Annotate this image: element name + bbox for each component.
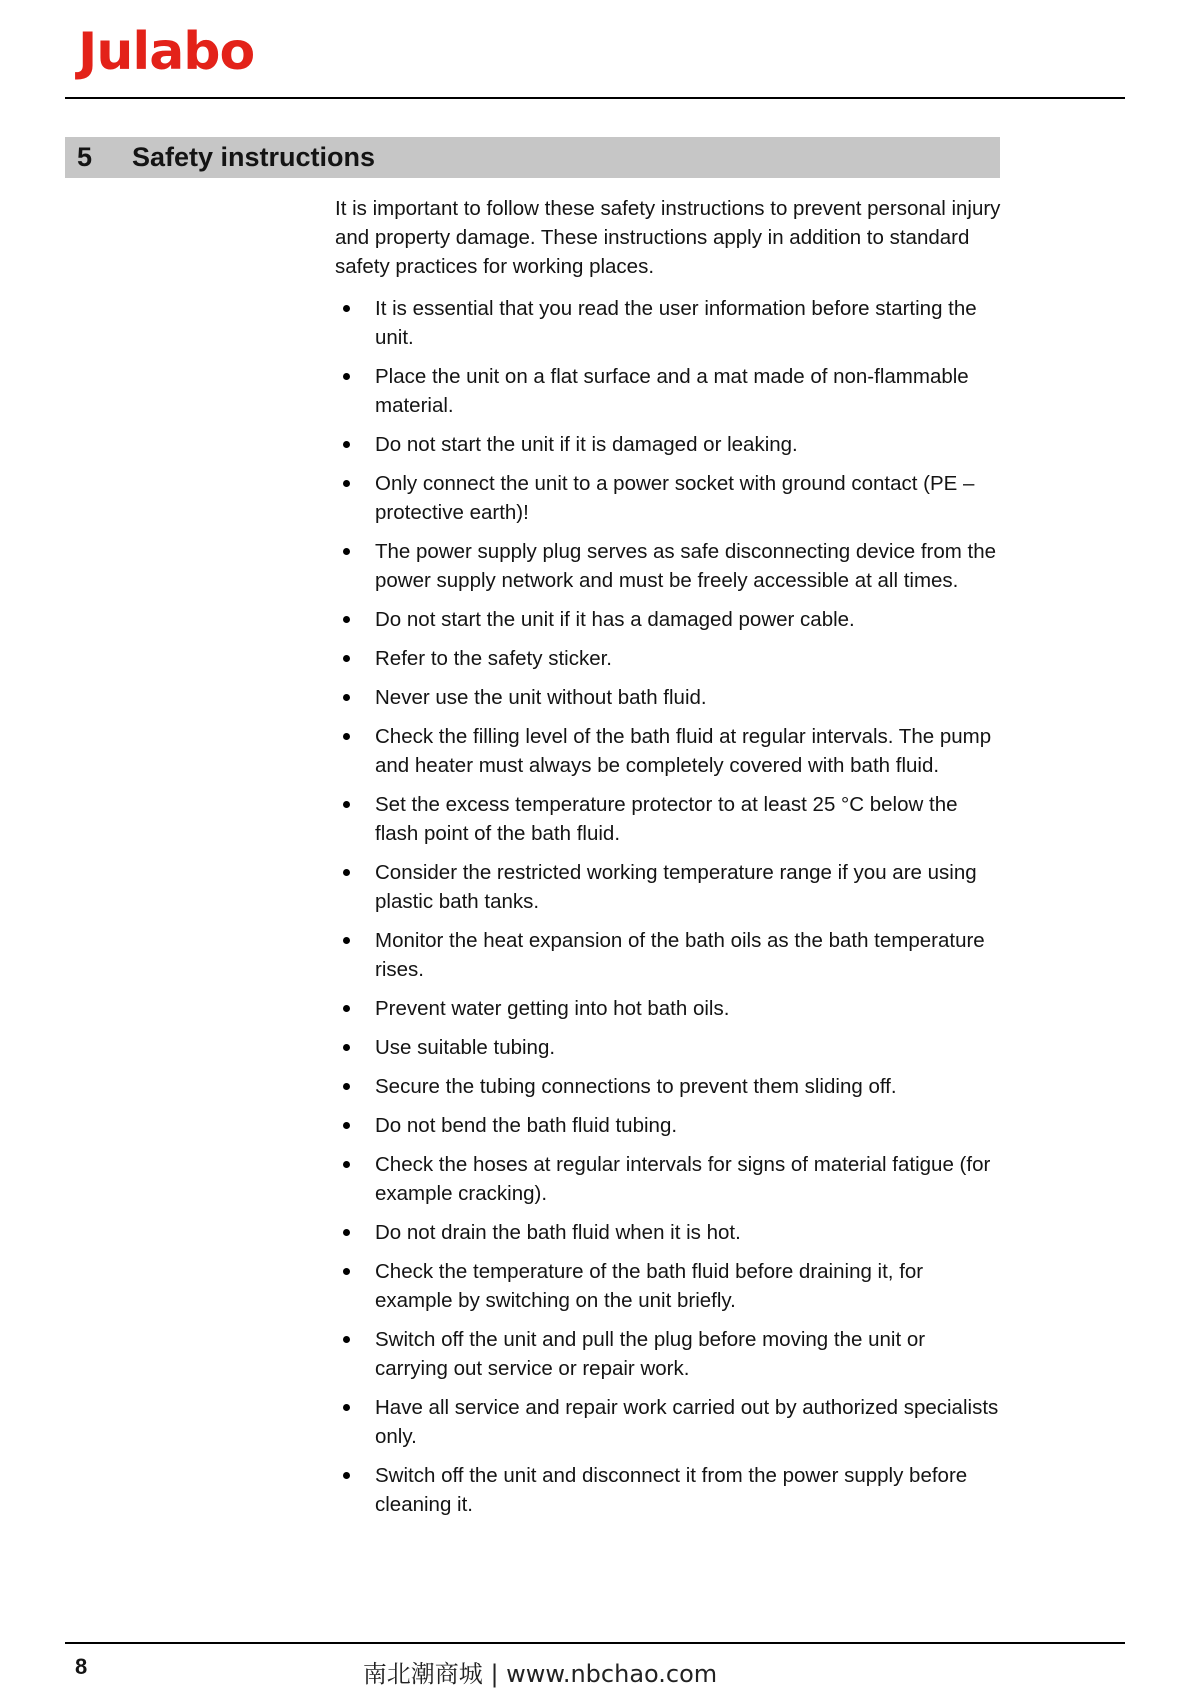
safety-bullet-item: Place the unit on a flat surface and a mat made of non-flammable material.	[335, 362, 1003, 420]
safety-bullet-item: Check the temperature of the bath fluid before draining it, for example by switching on the unit briefly.	[335, 1257, 1003, 1315]
header-divider	[65, 97, 1125, 99]
footer-divider	[65, 1642, 1125, 1644]
safety-bullet-item: Switch off the unit and disconnect it from the power supply before cleaning it.	[335, 1461, 1003, 1519]
footer-row	[65, 1652, 1125, 1688]
safety-bullet-item: Consider the restricted working temperature range if you are using plastic bath tanks.	[335, 858, 1003, 916]
section-title: Safety instructions	[132, 142, 376, 172]
safety-bullet-item: Use suitable tubing.	[335, 1033, 1003, 1062]
safety-bullet-item: The power supply plug serves as safe disconnecting device from the power supply network and must be freely accessible at all times.	[335, 537, 1003, 595]
safety-bullet-item: Refer to the safety sticker.	[335, 644, 1003, 673]
section-number: 5	[77, 142, 93, 172]
intro-paragraph: It is important to follow these safety instructions to prevent personal injury and property damage. These instructions apply in addition to standard safety practices for working places.	[335, 197, 1001, 278]
safety-bullet-list	[335, 294, 1003, 1519]
safety-bullet-item: It is essential that you read the user information before starting the unit.	[335, 294, 1003, 352]
safety-bullet-item: Check the hoses at regular intervals for signs of material fatigue (for example cracking).	[335, 1150, 1003, 1208]
page-number: 8	[75, 1654, 88, 1679]
safety-bullet-item: Do not start the unit if it is damaged or leaking.	[335, 430, 1003, 459]
julabo-logo: Julabo	[78, 22, 255, 82]
safety-bullet-item: Check the filling level of the bath fluid at regular intervals. The pump and heater must always be completely covered with bath fluid.	[335, 722, 1003, 780]
safety-bullet-item: Monitor the heat expansion of the bath oils as the bath temperature rises.	[335, 926, 1003, 984]
safety-bullet-item: Have all service and repair work carried out by authorized specialists only.	[335, 1393, 1003, 1451]
safety-bullet-item: Secure the tubing connections to prevent them sliding off.	[335, 1072, 1003, 1101]
safety-bullet-item: Do not start the unit if it has a damaged power cable.	[335, 605, 1003, 634]
section-heading-bar	[65, 137, 1000, 178]
safety-bullet-item: Do not drain the bath fluid when it is hot.	[335, 1218, 1003, 1247]
footer-watermark: 南北潮商城 | www.nbchao.com	[362, 1660, 718, 1688]
safety-bullet-item: Set the excess temperature protector to at least 25 °C below the flash point of the bath fluid.	[335, 790, 1003, 848]
content-column	[335, 194, 1003, 1529]
safety-bullet-item: Prevent water getting into hot bath oils.	[335, 994, 1003, 1023]
page-footer	[65, 1642, 1125, 1688]
safety-bullet-item: Do not bend the bath fluid tubing.	[335, 1111, 1003, 1140]
safety-bullet-item: Only connect the unit to a power socket with ground contact (PE – protective earth)!	[335, 469, 1003, 527]
safety-bullet-item: Switch off the unit and pull the plug before moving the unit or carrying out service or repair work.	[335, 1325, 1003, 1383]
safety-bullet-item: Never use the unit without bath fluid.	[335, 683, 1003, 712]
